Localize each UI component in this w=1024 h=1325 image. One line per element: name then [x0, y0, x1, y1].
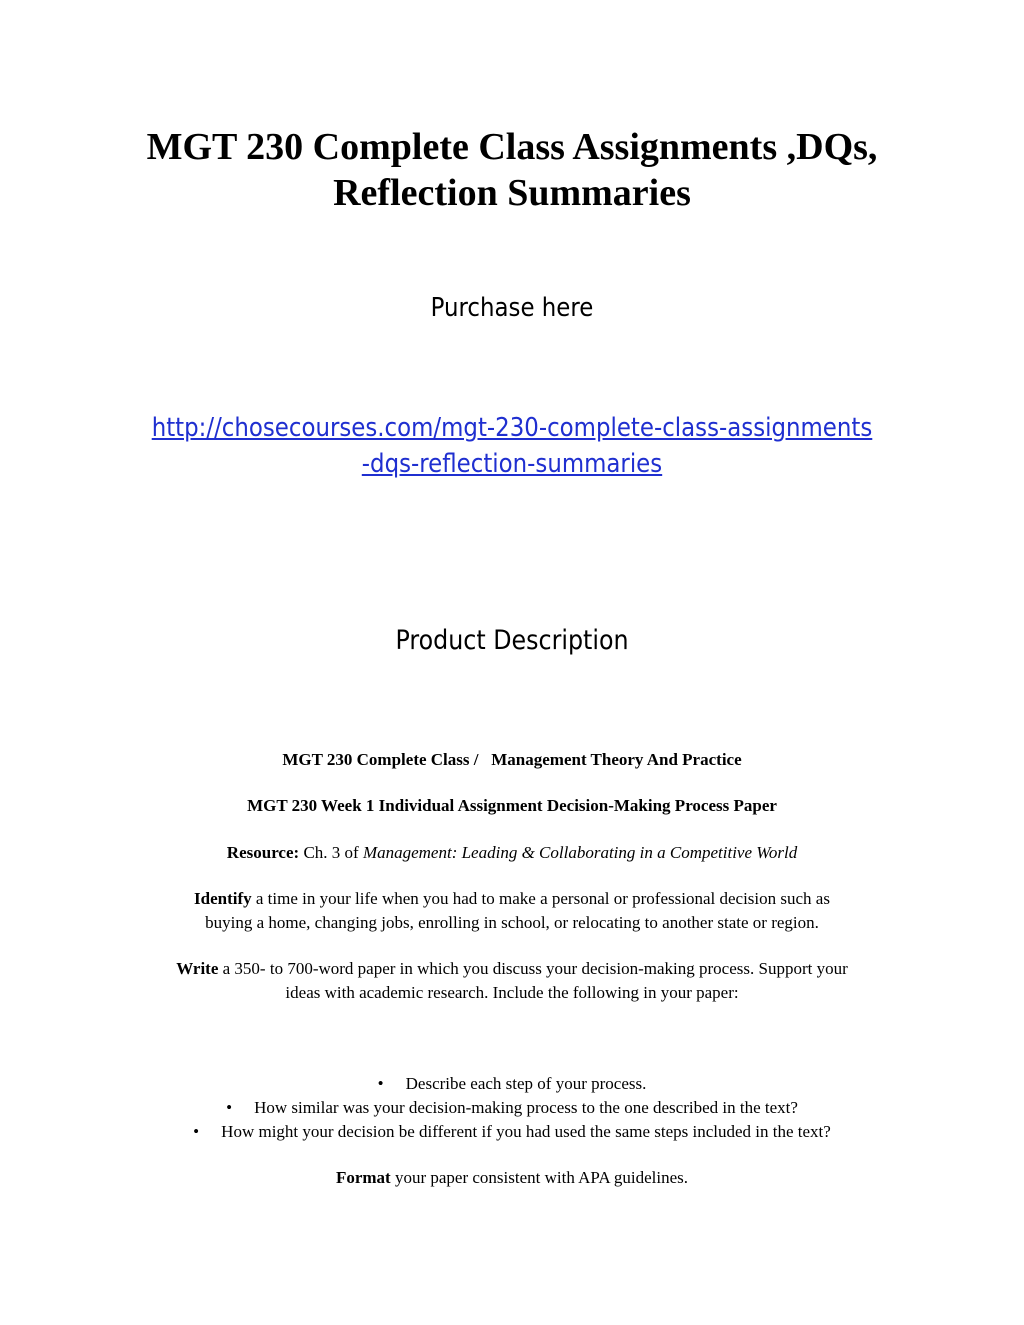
identify-text-line-1: a time in your life when you had to make a personal or professional decision such as	[255, 889, 830, 908]
purchase-link-line-2[interactable]: -dqs-reflection-summaries	[361, 449, 663, 479]
course-heading	[80, 748, 944, 772]
identify-label: Identify	[194, 889, 252, 908]
list-item-text: How similar was your decision-making process to the one described in the text?	[254, 1098, 798, 1117]
list-item	[0, 1072, 1024, 1096]
bullet-icon: •	[377, 1074, 384, 1093]
product-description-heading: Product Description	[395, 625, 629, 656]
list-item	[0, 1120, 1024, 1144]
purchase-link[interactable]	[114, 410, 910, 482]
course-heading-part-1: MGT 230 Complete Class /	[282, 750, 479, 769]
bullet-icon: •	[226, 1098, 233, 1117]
week-heading: MGT 230 Week 1 Individual Assignment Decision-Making Process Paper	[247, 796, 777, 815]
format-line	[80, 1166, 944, 1190]
list-item-text: Describe each step of your process.	[405, 1074, 647, 1093]
write-label: Write	[176, 959, 219, 978]
write-paragraph	[80, 957, 944, 1005]
identify-paragraph	[80, 887, 944, 935]
write-text-line-1: a 350- to 700-word paper in which you discuss your decision-making process. Support your	[222, 959, 848, 978]
requirements-list	[0, 1072, 1024, 1144]
resource-book: Management: Leading & Collaborating in a Competitive World	[362, 843, 798, 862]
resource-line	[80, 841, 944, 865]
resource-text: Ch. 3 of	[303, 843, 359, 862]
list-item-text: How might your decision be different if you had used the same steps included in the text?	[221, 1122, 831, 1141]
write-text-line-2: ideas with academic research. Include the following in your paper:	[285, 983, 739, 1002]
format-text: your paper consistent with APA guidelines.	[394, 1168, 689, 1187]
format-label: Format	[335, 1168, 391, 1187]
course-heading-part-2: Management Theory And Practice	[491, 750, 742, 769]
title-line-2: Reflection Summaries	[333, 172, 691, 214]
resource-label: Resource:	[226, 843, 300, 862]
identify-text-line-2: buying a home, changing jobs, enrolling in school, or relocating to another state or region.	[205, 913, 819, 932]
title-line-1: MGT 230 Complete Class Assignments ,DQs,	[146, 126, 878, 168]
bullet-icon: •	[193, 1122, 200, 1141]
purchase-label: Purchase here	[430, 293, 594, 323]
list-item	[0, 1096, 1024, 1120]
purchase-link-line-1[interactable]: http://chosecourses.com/mgt-230-complete-class-assignments	[151, 413, 873, 443]
page-title	[60, 124, 964, 216]
